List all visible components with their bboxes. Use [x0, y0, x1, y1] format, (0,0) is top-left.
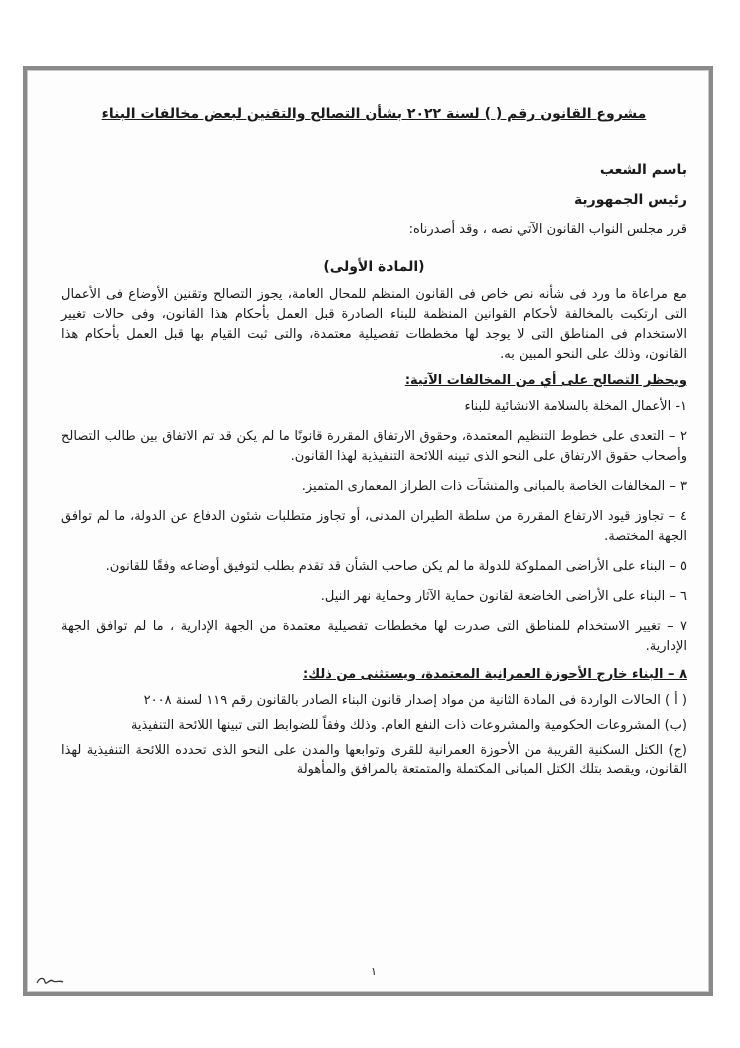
sub-list-item: ( أ ) الحالات الواردة فى المادة الثانية من مواد إصدار قانون البناء الصادر بالقانون رقم ١١٩ لسنة ٢٠٠٨: [143, 693, 687, 708]
intro-line-people: باسم الشعب: [599, 162, 687, 178]
list-item: ١- الأعمال المخلة بالسلامة الانشائية للبناء: [464, 399, 687, 414]
sub-list-item: (ب) المشروعات الحكومية والمشروعات ذات النفع العام. وذلك وفقاً للضوابط التى تبينها اللائحة التنفيذية: [130, 718, 687, 733]
signature-mark: [35, 974, 65, 988]
list-item: ٢ – التعدى على خطوط التنظيم المعتمدة، وحقوق الارتفاق المقررة قانونًا ما لم يكن قد تم الاتفاق بين طالب التصالح وأصحاب حقوق الارتفاق على النحو الذى تبينه اللائحة التنفيذية لهذا القانون.: [61, 429, 687, 464]
document-content: [61, 84, 687, 978]
document-title: مشروع القانون رقم ( ) لسنة ٢٠٢٢ بشأن التصالح والتقنين لبعض مخالفات البناء: [101, 106, 647, 122]
item8-heading: ٨ – البناء خارج الأحوزة العمرانية المعتمدة، ويستثنى من ذلك:: [303, 667, 687, 682]
list-item: ٦ – البناء على الأراضى الخاضعة لقانون حماية الآثار وحماية نهر النيل.: [320, 589, 687, 604]
sub-list-item: (ج) الكتل السكنية القريبة من الأحوزة العمرانية للقرى وتوابعها والمدن على النحو الذى تحدده اللائحة التنفيذية لهذا القانون، ويقصد بتلك الكتل المبانى المكتملة والمتمتعة بالمرافق والمأهولة: [61, 743, 687, 777]
list-item: ٥ – البناء على الأراضى المملوكة للدولة ما لم يكن صاحب الشأن قد تقدم بطلب لتوفيق أوضاعه وفقًا للقانون.: [105, 559, 687, 574]
list-item: ٧ – تغيير الاستخدام للمناطق التى صدرت لها مخططات تفصيلية معتمدة من الجهة الإدارية ، ما لم توافق الجهة الإدارية.: [61, 619, 687, 654]
intro-line-parliament: قرر مجلس النواب القانون الآتي نصه ، وقد أصدرناه:: [408, 222, 687, 237]
list-item: ٣ – المخالفات الخاصة بالمبانى والمنشآت ذات الطراز المعمارى المتميز.: [301, 479, 687, 494]
document-frame: [23, 66, 713, 996]
article-title: (المادة الأولى): [323, 259, 425, 275]
prohibition-heading: ويحظر التصالح على أي من المخالفات الآتية:: [404, 373, 687, 388]
list-item: ٤ – تجاوز قيود الارتفاع المقررة من سلطة الطيران المدنى، أو تجاوز متطلبات شئون الدفاع عن الدولة، ما لم توافق الجهة المختصة.: [61, 509, 687, 544]
intro-line-president: رئيس الجمهورية: [573, 192, 687, 208]
page-number: ١: [371, 965, 377, 978]
opening-paragraph: مع مراعاة ما ورد فى شأنه نص خاص فى القانون المنظم للمحال العامة، يجوز التصالح وتقنين الأوضاع فى الأعمال التى ارتكبت بالمخالفة لأحكام القوانين المنظمة للبناء الصادرة قبل العمل بأحكام هذا القانون، وفى حالات تغيير الاستخدام فى المناطق التى لا يوجد لها مخططات تفصيلية معتمدة، والتى ثبت القيام بها قبل العمل بأحكام هذا القانون، وذلك على النحو المبين به.: [61, 287, 687, 362]
